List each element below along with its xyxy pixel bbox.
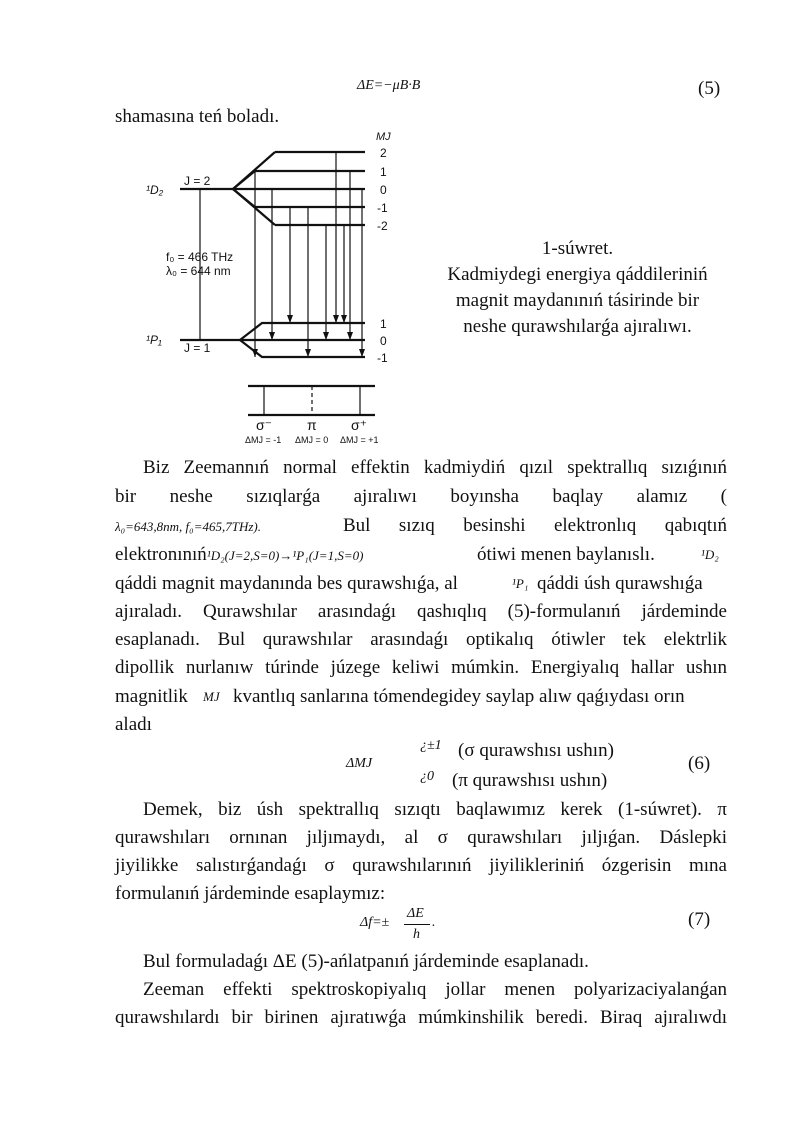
upper-j-label: J = 2 <box>184 174 211 188</box>
text-line: qurawshıları ornınan jıljımaydı, al σ qurawshıları jıljıǵan. Dáslepki <box>115 827 727 848</box>
text-line: qurawshılardı bir birinen ajıratıwǵa múmkinshilik beredi. Biraq ajıralıwdı <box>115 1007 727 1028</box>
text-line <box>115 570 727 598</box>
mj-axis-label: MJ <box>376 131 391 143</box>
equation-7-number: (7) <box>688 909 711 930</box>
equation-6-case2-text: (π qurawshısı ushın) <box>452 770 608 791</box>
equation-7-period: . <box>432 915 436 930</box>
delta-m-minus-label: ΔMJ = -1 <box>245 435 282 445</box>
text-line: ajıraladı. Qurawshılar arasındaǵı qashıqlıq (5)-formulanıń járdeminde <box>115 601 727 622</box>
mj-upper-label: 0 <box>380 183 387 197</box>
mj-lower-label: 0 <box>380 334 387 348</box>
delta-m-plus-label: ΔMJ = +1 <box>340 435 379 445</box>
text-line: aladı <box>115 714 152 735</box>
text-line: dipollik nurlanıw túrinde júzege keliwi múmkin. Energiyalıq hallar ushın <box>115 657 727 678</box>
text-span: Bul sızıq besinshi elektronlıq qabıqtıń <box>343 515 727 536</box>
mj-upper-label: -1 <box>377 201 388 215</box>
inline-math: MJ <box>203 689 220 704</box>
mj-upper-label: 2 <box>380 146 387 160</box>
text-span: qáddi magnit maydanında bes qurawshıǵa, al <box>115 573 458 594</box>
delta-m-zero-label: ΔMJ = 0 <box>295 435 329 445</box>
mj-upper-label: 1 <box>380 165 387 179</box>
sigma-minus-label: σ⁻ <box>256 417 273 433</box>
text-line: jiyilikke salıstırǵandaǵı σ qurawshılarınıń jiyilikleriniń ózgerisin mına <box>115 855 727 876</box>
text-span: qáddi úsh qurawshıǵa <box>537 573 703 594</box>
equation-6-case2-math: ¿0 <box>420 769 434 784</box>
text-line: shamasına teń boladı. <box>115 106 280 127</box>
wavelength-label: λ₀ = 644 nm <box>166 264 231 278</box>
caption-line: neshe qurawshılarǵa ajıralıwı. <box>463 316 692 337</box>
text-span: kvantlıq sanlarına tómendegidey saylap alıw qaǵıydası orın <box>233 686 685 707</box>
equation-5: ΔE=−μB·B <box>357 78 421 93</box>
text-line: bir neshe sızıqlarǵa ajıralıwı boyınsha baqlay alamız ( <box>115 486 727 507</box>
energy-level-diagram <box>140 128 440 448</box>
text-line: Zeeman effekti spektroskopiyalıq jollar menen polyarizaciyalanǵan <box>143 979 727 1000</box>
sigma-plus-label: σ⁺ <box>351 417 368 433</box>
equation-5-number: (5) <box>698 78 721 99</box>
frequency-label: f₀ = 466 THz <box>166 250 234 264</box>
equation-6-case1-text: (σ qurawshısı ushın) <box>458 740 614 761</box>
inline-math: λ₀=643,8nm, f₀=465,7THz). <box>115 519 261 534</box>
pi-label: π <box>307 417 317 433</box>
fraction-bar <box>404 924 430 925</box>
caption-line: magnit maydanınıń tásirinde bir <box>455 290 700 311</box>
text-line <box>115 512 727 541</box>
text-line <box>115 541 727 570</box>
figure-caption <box>420 236 735 340</box>
text-line: formulanıń járdeminde esaplaymız: <box>115 883 386 904</box>
equation-6-case1-math: ¿±1 <box>420 738 442 753</box>
mj-lower-label: 1 <box>380 317 387 331</box>
inline-math: ¹P₁ <box>512 576 529 591</box>
equation-7-denominator: h <box>413 927 420 942</box>
text-line <box>115 683 727 711</box>
lower-state-label: ¹P₁ <box>146 333 162 347</box>
mj-upper-label: -2 <box>377 219 388 233</box>
text-span: magnitlik <box>115 686 188 707</box>
upper-state-label: ¹D₂ <box>146 183 164 197</box>
caption-line: Kadmiydegi energiya qáddileriniń <box>447 264 708 285</box>
inline-math: ¹D₂ <box>701 547 719 562</box>
equation-6-number: (6) <box>688 753 711 774</box>
equation-7-lhs: Δf=± <box>360 915 390 930</box>
equation-6-lhs: ΔMJ <box>346 756 373 771</box>
equation-7-numerator: ΔE <box>407 906 424 921</box>
mj-lower-label: -1 <box>377 351 388 365</box>
text-span: ótiwi menen baylanıslı. <box>477 544 655 565</box>
text-span: elektronınıń <box>115 544 207 565</box>
inline-math: ¹D₂(J=2,S=0)→¹P₁(J=1,S=0) <box>206 548 364 563</box>
text-line: Biz Zeemannıń normal effektin kadmiydiń qızıl spektrallıq sızıǵınıń <box>143 457 727 478</box>
caption-line: 1-súwret. <box>541 238 614 259</box>
text-line: Bul formuladaǵı ΔE (5)-ańlatpanıń járdeminde esaplanadı. <box>143 951 589 972</box>
text-line: esaplanadı. Bul qurawshılar arasındaǵı optikalıq ótiwler tek elektrlik <box>115 629 727 650</box>
text-line: Demek, biz úsh spektrallıq sızıqtı baqlawımız kerek (1-súwret). π <box>143 799 727 820</box>
lower-j-label: J = 1 <box>184 341 211 355</box>
